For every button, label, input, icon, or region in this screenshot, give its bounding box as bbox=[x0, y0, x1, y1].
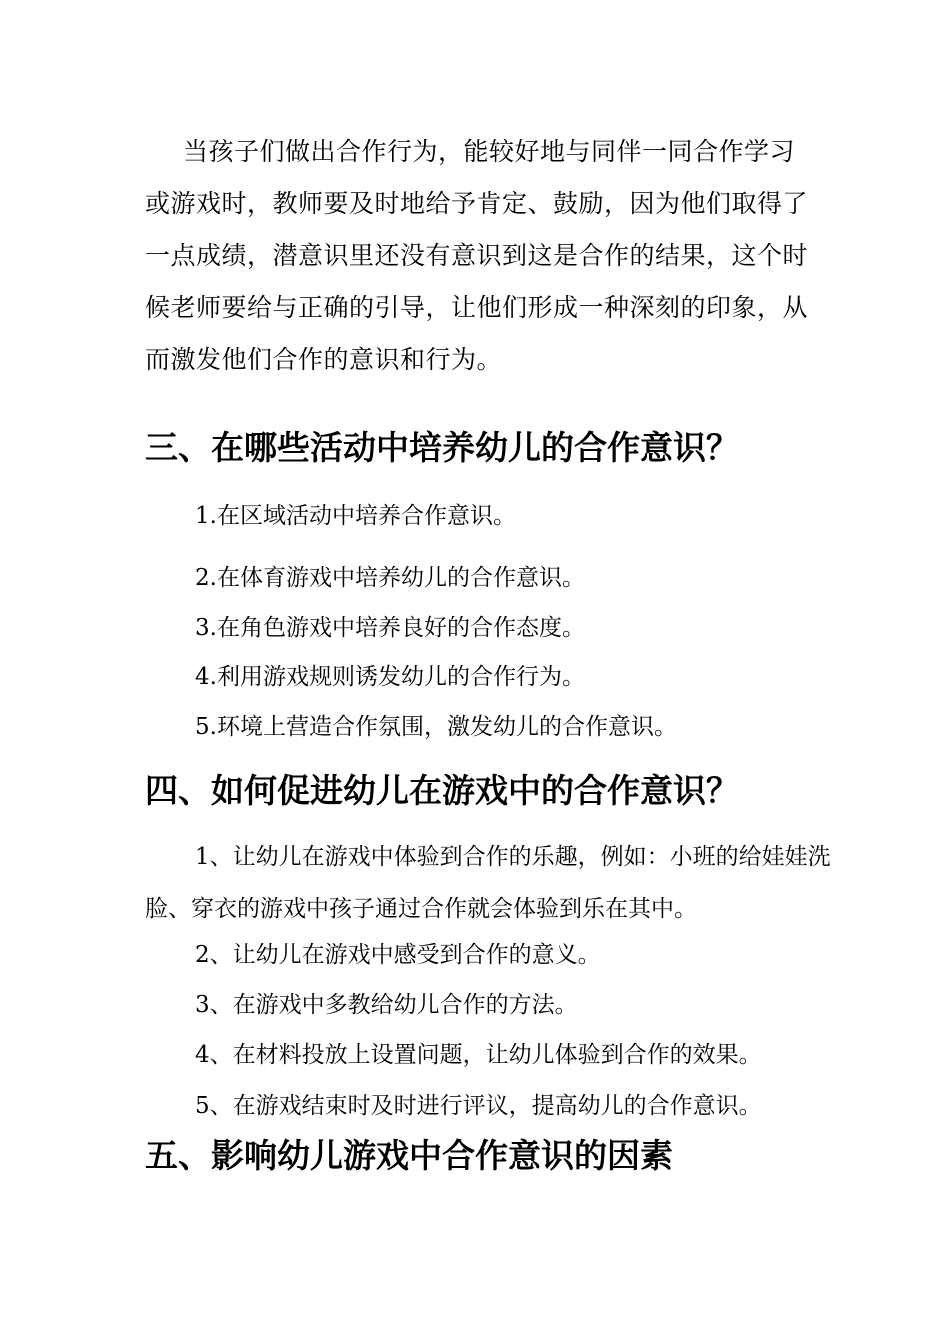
section-3-item-5: 5.环境上营造合作氛围，激发幼儿的合作意识。 bbox=[195, 714, 677, 740]
section-3-item-1: 1.在区域活动中培养合作意识。 bbox=[195, 503, 516, 529]
section-3-item-3: 3.在角色游戏中培养良好的合作态度。 bbox=[195, 615, 585, 641]
section-3-heading: 三、在哪些活动中培养幼儿的合作意识？ bbox=[145, 428, 739, 467]
section-4-item-1: 1、让幼儿在游戏中体验到合作的乐趣，例如：小班的给娃娃洗脸、穿衣的游戏中孩子通过合作就会体验到乐在其中。 bbox=[145, 844, 831, 922]
section-4-item-5: 5、在游戏结束时及时进行评议，提高幼儿的合作意识。 bbox=[195, 1093, 762, 1119]
section-3-item-4: 4.利用游戏规则诱发幼儿的合作行为。 bbox=[195, 664, 585, 690]
section-4-item-3: 3、在游戏中多教给幼儿合作的方法。 bbox=[195, 992, 578, 1018]
section-3-item-2: 2.在体育游戏中培养幼儿的合作意识。 bbox=[195, 565, 585, 591]
section-4-item-2: 2、让幼儿在游戏中感受到合作的意义。 bbox=[195, 942, 601, 968]
section-4-heading: 四、如何促进幼儿在游戏中的合作意识？ bbox=[145, 771, 739, 810]
intro-paragraph: 当孩子们做出合作行为，能较好地与同伴一同合作学习或游戏时，教师要及时地给予肯定、鼓励，因为他们取得了一点成绩，潜意识里还没有意识到这是合作的结果，这个时候老师要给与正确的引导，让他们形成一种深刻的印象，从而激发他们合作的意识和行为。 bbox=[145, 137, 809, 374]
section-4-item-4: 4、在材料投放上设置问题，让幼儿体验到合作的效果。 bbox=[195, 1042, 762, 1068]
section-5-heading: 五、影响幼儿游戏中合作意识的因素 bbox=[145, 1136, 673, 1175]
